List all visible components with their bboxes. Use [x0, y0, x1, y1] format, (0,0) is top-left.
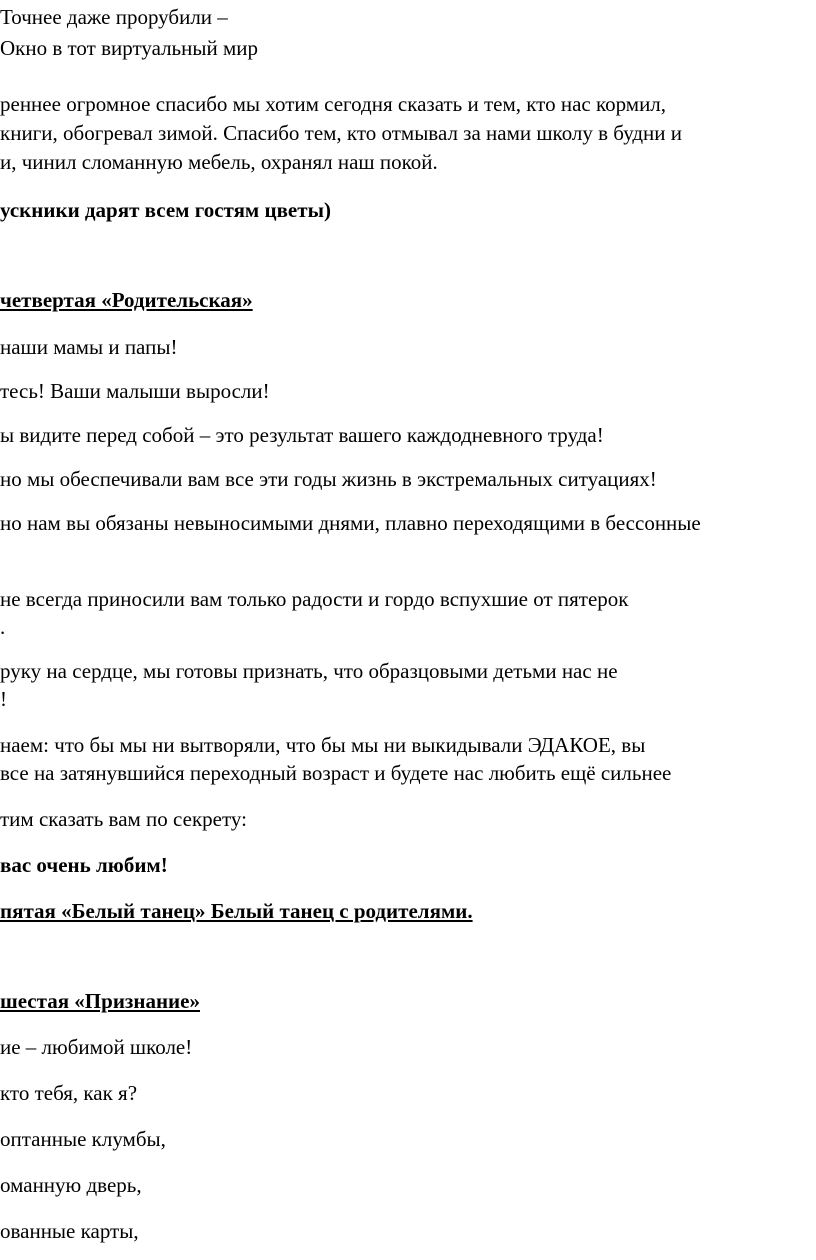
- poem-line: Окно в тот виртуальный мир: [0, 36, 258, 60]
- text-line: .: [0, 615, 6, 639]
- section-heading: четвертая «Родительская»: [0, 288, 253, 312]
- text-line: тесь! Ваши малыши выросли!: [0, 379, 270, 403]
- text-line: кто тебя, как я?: [0, 1081, 138, 1105]
- text-line: все на затянувшийся переходный возраст и будете нас любить ещё сильнее: [0, 761, 672, 785]
- stage-direction: ускники дарят всем гостям цветы): [0, 198, 331, 222]
- text-line: ие – любимой школе!: [0, 1035, 193, 1059]
- text-line: оманную дверь,: [0, 1173, 142, 1197]
- paragraph-line: книги, обогревал зимой. Спасибо тем, кто отмывал за нами школу в будни и: [0, 121, 683, 145]
- text-line: тим сказать вам по секрету:: [0, 807, 247, 831]
- text-line: наши мамы и папы!: [0, 335, 178, 359]
- poem-line: Точнее даже прорубили –: [0, 5, 228, 29]
- text-line: оптанные клумбы,: [0, 1127, 166, 1151]
- text-line: но мы обеспечивали вам все эти годы жизнь в экстремальных ситуациях!: [0, 467, 657, 491]
- paragraph-line: реннее огромное спасибо мы хотим сегодня сказать и тем, кто нас кормил,: [0, 92, 667, 116]
- text-line: наем: что бы мы ни вытворяли, что бы мы ни выкидывали ЭДАКОЕ, вы: [0, 733, 646, 757]
- text-line: руку на сердце, мы готовы признать, что образцовыми детьми нас не: [0, 659, 618, 683]
- text-line: ы видите перед собой – это результат вашего каждодневного труда!: [0, 423, 604, 447]
- section-heading: шестая «Признание»: [0, 989, 200, 1013]
- text-line: но нам вы обязаны невыносимыми днями, плавно переходящими в бессонные: [0, 511, 701, 535]
- emphasis-line: вас очень любим!: [0, 853, 168, 877]
- paragraph-line: и, чинил сломанную мебель, охранял наш покой.: [0, 150, 438, 174]
- section-heading: пятая «Белый танец» Белый танец с родителями.: [0, 899, 473, 923]
- text-line: ованные карты,: [0, 1219, 139, 1243]
- text-line: не всегда приносили вам только радости и гордо вспухшие от пятерок: [0, 587, 629, 611]
- text-line: !: [0, 687, 7, 711]
